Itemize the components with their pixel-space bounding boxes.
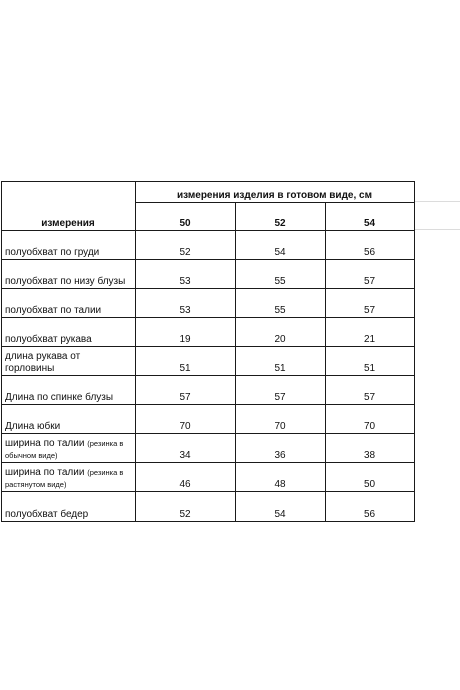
row-value: 51	[136, 347, 236, 376]
row-value: 48	[236, 463, 326, 492]
row-label: полуобхват по талии	[2, 289, 136, 318]
row-label: полуобхват по груди	[2, 231, 136, 260]
row-value: 57	[136, 376, 236, 405]
table-row	[2, 289, 415, 318]
row-value: 57	[326, 260, 415, 289]
row-value: 70	[236, 405, 326, 434]
row-label-cell	[2, 463, 136, 492]
table-title: измерения изделия в готовом виде, см	[136, 182, 415, 203]
row-note: (резинка в растянутом виде)	[5, 468, 124, 489]
size-header-52: 52	[236, 203, 326, 231]
row-note: (резинка в обычном виде)	[5, 439, 124, 460]
size-header-row	[2, 203, 415, 231]
table-row	[2, 463, 415, 492]
row-value: 52	[136, 492, 236, 522]
row-value: 51	[236, 347, 326, 376]
param-header: измерения	[2, 203, 136, 231]
row-value: 53	[136, 260, 236, 289]
row-value: 52	[136, 231, 236, 260]
row-label-cell	[2, 434, 136, 463]
corner-cell	[2, 182, 136, 203]
table-row	[2, 318, 415, 347]
row-value: 57	[326, 376, 415, 405]
row-value: 57	[326, 289, 415, 318]
row-label: полуобхват рукава	[2, 318, 136, 347]
row-value: 51	[326, 347, 415, 376]
row-value: 70	[326, 405, 415, 434]
row-value: 21	[326, 318, 415, 347]
table-header-row	[2, 182, 415, 203]
row-value: 46	[136, 463, 236, 492]
row-value: 56	[326, 231, 415, 260]
table-row	[2, 376, 415, 405]
row-value: 36	[236, 434, 326, 463]
table-row	[2, 260, 415, 289]
size-header-50: 50	[136, 203, 236, 231]
row-value: 57	[236, 376, 326, 405]
table-row	[2, 347, 415, 376]
gridline	[414, 229, 460, 230]
row-value: 55	[236, 289, 326, 318]
row-label: Длина юбки	[2, 405, 136, 434]
table-row	[2, 231, 415, 260]
row-label: ширина по талии	[5, 438, 85, 449]
row-value: 50	[326, 463, 415, 492]
row-value: 34	[136, 434, 236, 463]
size-table	[1, 181, 415, 522]
row-label: Длина по спинке блузы	[2, 376, 136, 405]
row-label: длина рукава от горловины	[2, 347, 136, 376]
row-value: 55	[236, 260, 326, 289]
row-value: 56	[326, 492, 415, 522]
size-header-54: 54	[326, 203, 415, 231]
table-row	[2, 434, 415, 463]
row-label: ширина по талии	[5, 467, 85, 478]
row-value: 20	[236, 318, 326, 347]
row-label: полуобхват бедер	[2, 492, 136, 522]
row-label: полуобхват по низу блузы	[2, 260, 136, 289]
table-row	[2, 492, 415, 522]
gridline	[414, 201, 460, 202]
table-row	[2, 405, 415, 434]
row-value: 19	[136, 318, 236, 347]
row-value: 38	[326, 434, 415, 463]
row-value: 54	[236, 231, 326, 260]
row-value: 54	[236, 492, 326, 522]
row-value: 53	[136, 289, 236, 318]
row-value: 70	[136, 405, 236, 434]
